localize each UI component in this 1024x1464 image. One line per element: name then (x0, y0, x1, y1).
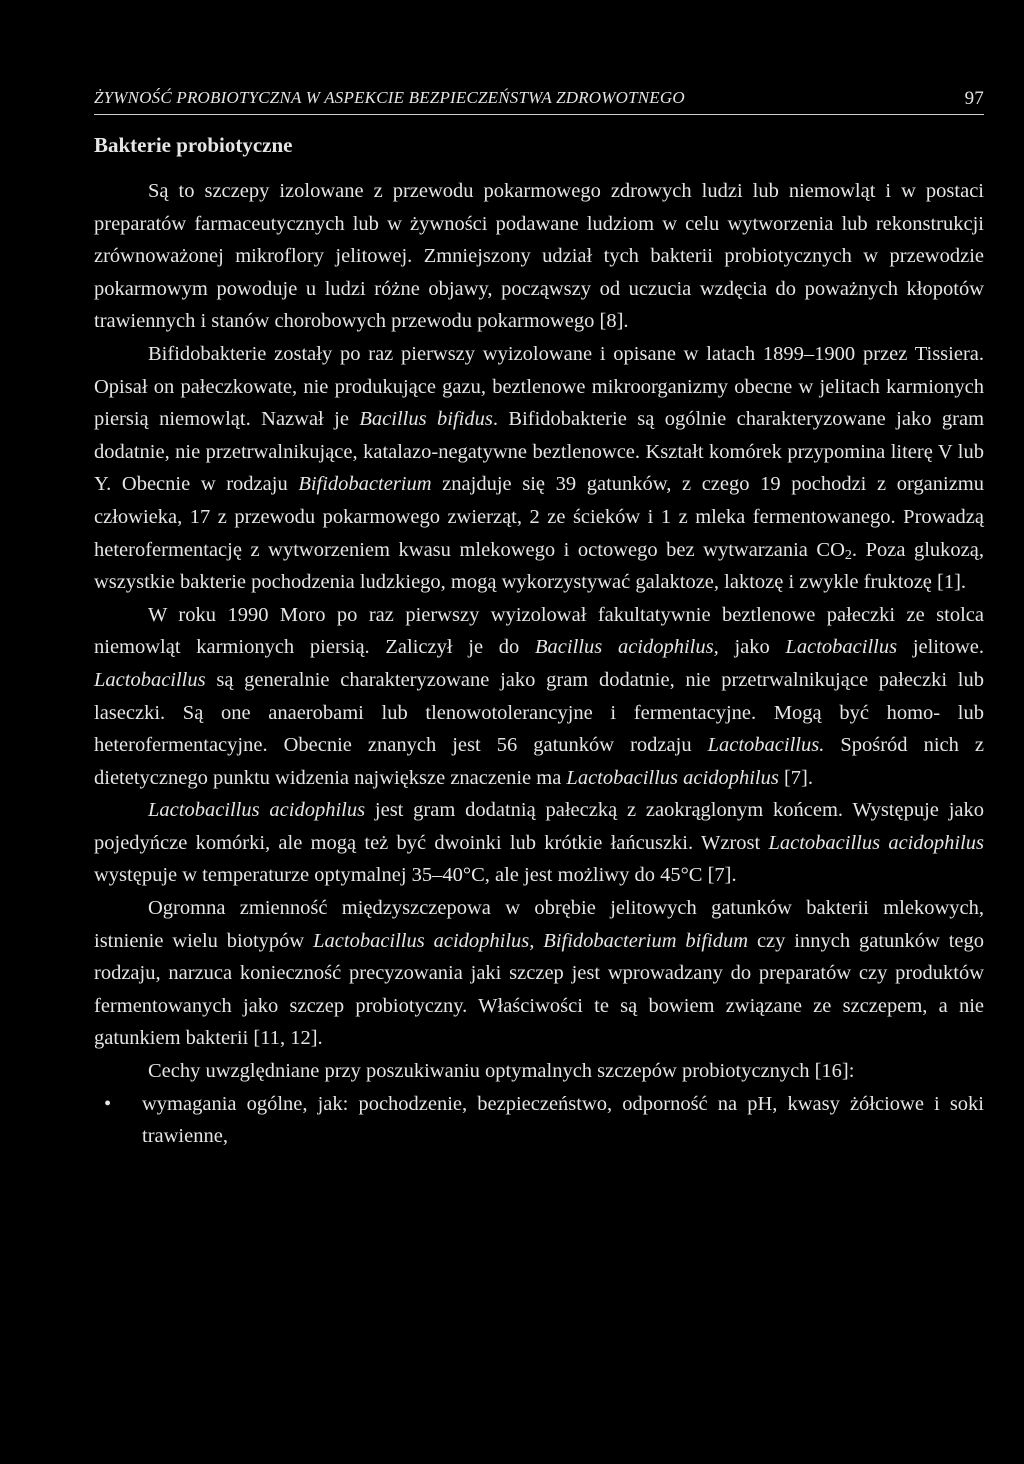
taxon-name: Bacillus acidophilus, (535, 636, 719, 659)
list-item-text: wymagania ogólne, jak: pochodzenie, bezpieczeństwo, odporność na pH, kwasy żółciowe i soki trawienne, (142, 1092, 984, 1148)
list-item (94, 1088, 984, 1153)
subscript: 2 (844, 547, 852, 563)
running-title: ŻYWNOŚĆ PROBIOTYCZNA W ASPEKCIE BEZPIECZEŃSTWA ZDROWOTNEGO (94, 88, 685, 107)
paragraph-5: Ogromna zmienność międzyszczepowa w obrębie jelitowych gatunków bakterii mlekowych, istnienie wielu biotypów Lactobacillus acidophilus, Bifidobacterium bifidum czy innych gatunków tego rodzaju, narzuca konieczność precyzowania jaki szczep jest wprowadzany do preparatów czy produktów fermentowanych jako szczep probiotyczny. Właściwości te są bowiem związane ze szczepem, a nie gatunkiem bakterii [11, 12]. (94, 897, 984, 1050)
taxon-name: Lactobacillus acidophilus, Bifidobacterium bifidum (313, 929, 749, 952)
taxon-name: Lactobacillus acidophilus (768, 831, 984, 854)
paragraph-1: Są to szczepy izolowane z przewodu pokarmowego zdrowych ludzi lub niemowląt i w postaci preparatów farmaceutycznych lub w żywności podawane ludziom w celu wytworzenia lub rekonstrukcji zrównoważonej mikroflory jelitowej. Zmniejszony udział tych bakterii probiotycznych w przewodzie pokarmowym powoduje u ludzi różne objawy, począwszy od uczucia wzdęcia do poważnych kłopotów trawiennych i stanów chorobowych przewodu pokarmowego [8]. (94, 180, 984, 333)
paragraph-6: Cechy uwzględniane przy poszukiwaniu optymalnych szczepów probiotycznych [16]: (148, 1060, 855, 1083)
taxon-name: Lactobacillus. (707, 734, 825, 757)
taxon-name: Lactobacillus acidophilus (566, 766, 779, 789)
bullet-list (94, 1088, 984, 1153)
running-header (94, 88, 984, 115)
paragraph-4: Lactobacillus acidophilus jest gram dodatnią pałeczką z zaokrąglonym końcem. Występuje jako pojedyńcze komórki, ale mogą też być dwoinki lub krótkie łańcuszki. Wzrost Lactobacillus acidophilus występuje w temperaturze optymalnej 35–40°C, ale jest możliwy do 45°C [7]. (94, 799, 984, 887)
taxon-name: Lactobacillus acidophilus (148, 799, 366, 822)
section-heading: Bakterie probiotyczne (94, 133, 293, 157)
paragraph-3: W roku 1990 Moro po raz pierwszy wyizolował fakultatywnie beztlenowe pałeczki ze stolca niemowląt karmionych piersią. Zaliczył je do Bacillus acidophilus, jako Lactobacillus jelitowe. Lactobacillus są generalnie charakteryzowane jako gram dodatnie, nie przetrwalnikujące pałeczki lub laseczki. Są one anaerobami lub tlenowotolerancyjne i fermentacyjne. Mogą być homo- lub heterofermentacyjne. Obecnie znanych jest 56 gatunków rodzaju Lactobacillus. Spośród nich z dietetycznego punktu widzenia największe znaczenie ma Lactobacillus acidophilus [7]. (94, 603, 984, 789)
page-number: 97 (964, 88, 984, 109)
taxon-name: Bifidobacterium (298, 473, 432, 496)
taxon-name: Lactobacillus (785, 636, 898, 659)
taxon-name: Lactobacillus (94, 668, 206, 691)
body-text (94, 175, 984, 1153)
paragraph-2: Bifidobakterie zostały po raz pierwszy wyizolowane i opisane w latach 1899–1900 przez Tissiera. Opisał on pałeczkowate, nie produkujące gazu, beztlenowe mikroorganizmy obecne w jelitach karmionych piersią niemowląt. Nazwał je Bacillus bifidus. Bifidobakterie są ogólnie charakteryzowane jako gram dodatnie, nie przetrwalnikujące, katalazo-negatywne beztlenowce. Kształt komórek przypomina literę V lub Y. Obecnie w rodzaju Bifidobacterium znajduje się 39 gatunków, z czego 19 pochodzi z organizmu człowieka, 17 z przewodu pokarmowego zwierząt, 2 ze ścieków i 1 z mleka fermentowanego. Prowadzą heterofermentację z wytworzeniem kwasu mlekowego i octowego bez wytwarzania $CO_2$. Poza glukozą, wszystkie bakterie pochodzenia ludzkiego, mogą wykorzystywać galaktoze, laktozę i zwykle fruktozę [1]. (94, 342, 985, 594)
bullet-marker: • (104, 1092, 112, 1115)
taxon-name: Bacillus bifidus (359, 408, 493, 431)
